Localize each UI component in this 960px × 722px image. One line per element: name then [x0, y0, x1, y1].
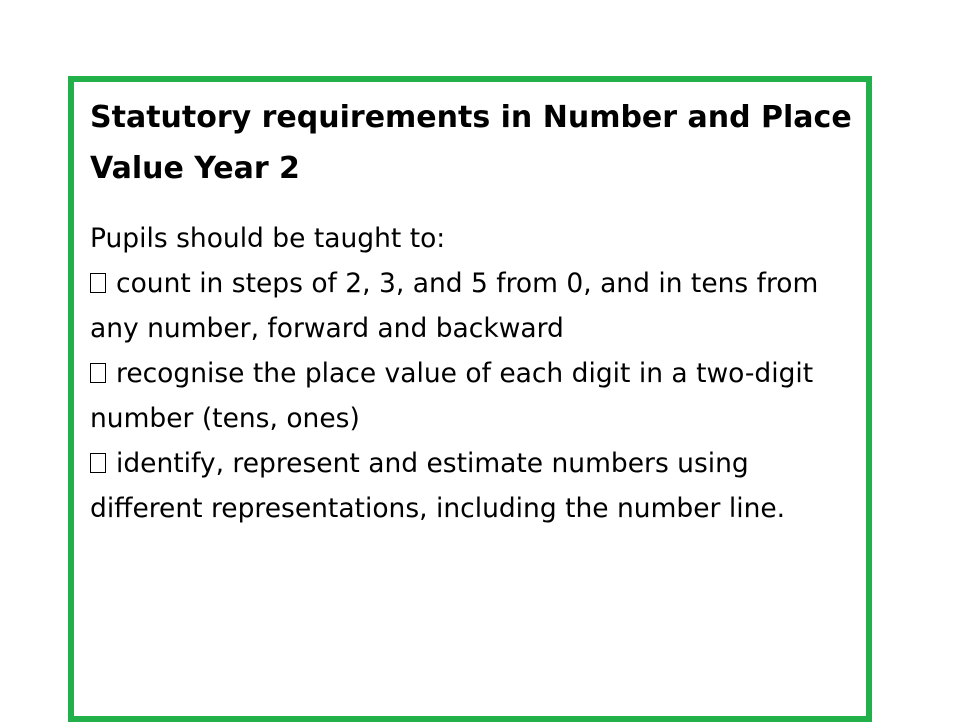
slide-content [90, 92, 856, 531]
requirement-item [90, 441, 856, 531]
slide-title: Statutory requirements in Number and Place Value Year 2 [90, 100, 852, 186]
requirement-text: count in steps of 2, 3, and 5 from 0, and in tens from any number, forward and backward [90, 268, 819, 344]
requirement-item [90, 351, 856, 441]
requirement-text: recognise the place value of each digit in a two-digit number (tens, ones) [90, 358, 814, 434]
missing-glyph-box-icon [90, 363, 106, 383]
missing-glyph-box-icon [90, 453, 106, 473]
requirement-item [90, 261, 856, 351]
requirement-text: identify, represent and estimate numbers using different representations, including the number line. [90, 448, 786, 524]
intro-text: Pupils should be taught to: [90, 223, 446, 254]
content-frame [68, 76, 872, 722]
missing-glyph-box-icon [90, 273, 106, 293]
